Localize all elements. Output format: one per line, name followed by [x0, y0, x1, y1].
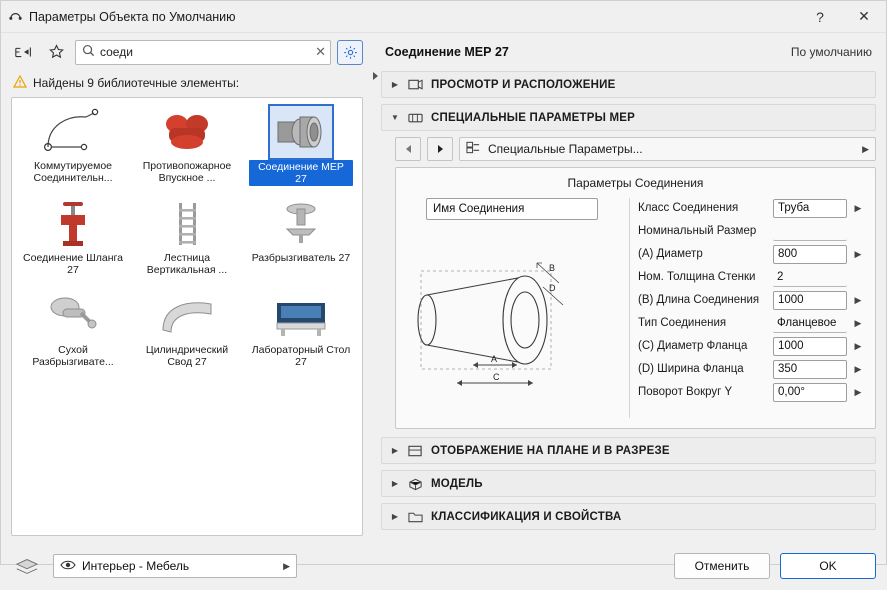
param-value-nominal-size[interactable]	[773, 222, 847, 241]
default-label: По умолчанию	[790, 45, 872, 59]
param-fields-column	[629, 198, 865, 418]
mep-params-icon	[408, 111, 423, 125]
special-params-icon	[466, 141, 481, 157]
spacer-icon	[851, 272, 865, 283]
chevron-right-icon: ▶	[391, 512, 399, 521]
dry-sprinkler-thumb	[42, 290, 104, 342]
section-label: МОДЕЛЬ	[431, 477, 483, 490]
found-items-status	[11, 73, 363, 97]
list-item-label: Разбрызгиватель 27	[251, 252, 351, 264]
connection-parameters-panel	[395, 167, 876, 429]
app-icon	[1, 8, 29, 26]
object-header	[381, 39, 876, 65]
list-item-label: Сухой Разбрызгивате...	[32, 344, 114, 368]
param-row	[638, 290, 865, 310]
library-item-grid[interactable]	[11, 97, 363, 536]
library-browse-icon[interactable]	[11, 40, 37, 64]
ok-button[interactable]: OK	[780, 553, 876, 579]
list-item-selected[interactable]	[244, 104, 358, 196]
param-row	[638, 313, 865, 333]
section-plan-and-section-display[interactable]	[381, 437, 876, 464]
param-columns	[406, 198, 865, 418]
library-panel	[1, 33, 371, 544]
chevron-right-icon[interactable]: ▶	[854, 202, 862, 213]
layer-selector[interactable]	[53, 554, 297, 578]
param-panel-title: Параметры Соединения	[567, 176, 704, 190]
chevron-right-icon[interactable]: ▶	[283, 560, 290, 571]
arrow-right-icon[interactable]	[427, 137, 453, 161]
param-row	[638, 198, 865, 218]
chevron-right-icon[interactable]: ▶	[854, 317, 862, 328]
chevron-down-icon: ▼	[391, 113, 399, 122]
chevron-right-icon: ▶	[391, 479, 399, 488]
list-item[interactable]	[16, 288, 130, 380]
param-label: (A) Диаметр	[638, 248, 703, 260]
svg-text:C: C	[492, 372, 499, 382]
section-preview-placement[interactable]	[381, 71, 876, 98]
list-item[interactable]	[130, 104, 244, 196]
section-label: ОТОБРАЖЕНИЕ НА ПЛАНЕ И В РАЗРЕЗЕ	[431, 444, 670, 457]
search-input[interactable]	[75, 40, 331, 65]
param-label: Поворот Вокруг Y	[638, 386, 733, 398]
svg-text:B: B	[548, 263, 555, 273]
search-value: соеди	[100, 45, 133, 59]
param-value-connection-class[interactable]: Труба	[773, 199, 847, 218]
param-label: Класс Соединения	[638, 202, 739, 214]
param-row	[638, 382, 865, 402]
param-value-wall-thickness[interactable]: 2	[773, 268, 847, 287]
lab-table-thumb	[270, 290, 332, 342]
connection-name-field[interactable]: Имя Соединения	[426, 198, 598, 220]
chevron-right-icon[interactable]: ▶	[854, 386, 862, 397]
list-item-label: Соединение Шланга 27	[23, 252, 123, 276]
list-item-label: Противопожарное Впускное ...	[142, 160, 232, 184]
model-icon	[408, 477, 423, 491]
layer-name: Интерьер - Мебель	[82, 559, 190, 573]
param-row	[638, 221, 865, 241]
layers-icon[interactable]	[11, 557, 43, 575]
param-row	[638, 359, 865, 379]
param-value-connection-type[interactable]: Фланцевое	[773, 314, 847, 333]
list-item[interactable]	[130, 196, 244, 288]
help-button[interactable]: ?	[816, 8, 824, 25]
dialog-footer	[1, 544, 886, 590]
barrel-vault-thumb	[156, 290, 218, 342]
list-item-label: Лабораторный Стол 27	[251, 344, 351, 368]
special-params-page[interactable]	[459, 137, 876, 161]
eye-icon	[60, 559, 76, 574]
chevron-right-icon[interactable]: ▶	[862, 143, 869, 154]
param-value-rotation-y[interactable]: 0,00°	[773, 383, 847, 402]
chevron-right-icon[interactable]: ▶	[854, 294, 862, 305]
param-row	[638, 244, 865, 264]
gear-icon[interactable]	[337, 40, 363, 65]
settings-panel	[381, 33, 886, 544]
hose-connection-thumb	[42, 198, 104, 250]
plan-section-icon	[408, 444, 423, 458]
star-icon[interactable]	[43, 40, 69, 64]
param-label: (B) Длина Соединения	[638, 294, 760, 306]
preview-placement-icon	[408, 78, 423, 92]
cancel-button[interactable]: Отменить	[674, 553, 770, 579]
special-params-label: Специальные Параметры...	[488, 142, 643, 156]
classification-icon	[408, 510, 423, 524]
param-value-flange-diameter-c[interactable]: 1000	[773, 337, 847, 356]
param-preview-column	[406, 198, 619, 418]
list-item[interactable]	[130, 288, 244, 380]
param-label: Номинальный Размер	[638, 225, 757, 237]
panel-splitter[interactable]	[371, 33, 381, 544]
chevron-right-icon[interactable]: ▶	[854, 340, 862, 351]
window-body	[1, 33, 886, 544]
warning-icon	[13, 75, 27, 91]
param-label: Тип Соединения	[638, 317, 727, 329]
param-label: Ном. Толщина Стенки	[638, 271, 756, 283]
found-items-text: Найдены 9 библиотечные элементы:	[33, 76, 240, 90]
param-value-flange-width-d[interactable]: 350	[773, 360, 847, 379]
param-label: (D) Ширина Фланца	[638, 363, 744, 375]
list-item[interactable]	[244, 288, 358, 380]
page-title: Соединение МЕР 27	[385, 45, 509, 59]
chevron-right-icon: ▶	[391, 80, 399, 89]
section-label: СПЕЦИАЛЬНЫЕ ПАРАМЕТРЫ МЕР	[431, 111, 635, 124]
fire-inlet-thumb	[156, 106, 218, 158]
section-model[interactable]	[381, 470, 876, 497]
search-icon	[82, 44, 95, 60]
list-item[interactable]	[16, 196, 130, 288]
section-mep-parameters[interactable]	[381, 104, 876, 131]
close-button[interactable]: ✕	[858, 8, 870, 24]
library-toolbar	[11, 39, 363, 65]
svg-text:D: D	[548, 283, 555, 293]
list-item-label: Коммутируемое Соединительн...	[33, 160, 113, 184]
clear-search-icon[interactable]: ✕	[315, 44, 326, 59]
arrow-left-icon[interactable]	[395, 137, 421, 161]
section-label: КЛАССИФИКАЦИЯ И СВОЙСТВА	[431, 510, 622, 523]
window-title: Параметры Объекта по Умолчанию	[29, 9, 236, 24]
vertical-ladder-thumb	[156, 198, 218, 250]
chevron-right-icon[interactable]: ▶	[854, 248, 862, 259]
spacer-icon	[851, 226, 865, 237]
mep-connection-thumb	[270, 106, 332, 158]
list-item-label: Лестница Вертикальная ...	[146, 252, 228, 276]
section-classification-and-properties[interactable]	[381, 503, 876, 530]
list-item-label: Соединение МЕР 27	[249, 160, 353, 186]
param-row	[638, 267, 865, 287]
params-subnav	[381, 137, 876, 161]
sprinkler-thumb	[270, 198, 332, 250]
list-item[interactable]	[16, 104, 130, 196]
title-bar	[1, 1, 886, 33]
section-label: ПРОСМОТР И РАСПОЛОЖЕНИЕ	[431, 78, 616, 91]
param-value-connection-length-b[interactable]: 1000	[773, 291, 847, 310]
pipe-connection-preview	[406, 226, 619, 418]
chevron-right-icon[interactable]: ▶	[854, 363, 862, 374]
param-label: (C) Диаметр Фланца	[638, 340, 748, 352]
param-row	[638, 336, 865, 356]
switched-connector-thumb	[42, 106, 104, 158]
list-item-label: Цилиндрический Свод 27	[145, 344, 229, 368]
chevron-right-icon: ▶	[391, 446, 399, 455]
svg-text:A: A	[490, 354, 497, 364]
param-value-diameter-a[interactable]: 800	[773, 245, 847, 264]
list-item[interactable]	[244, 196, 358, 288]
